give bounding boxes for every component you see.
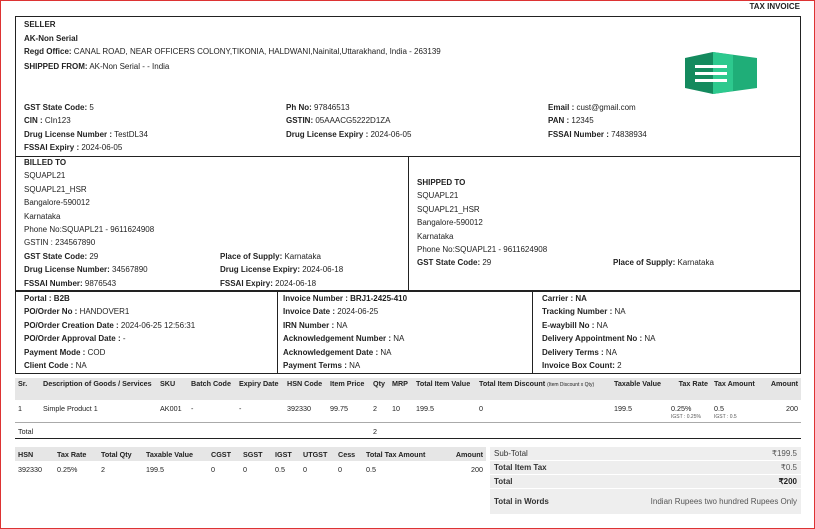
seller-shipped-from: SHIPPED FROM: AK-Non Serial - - India (24, 62, 170, 71)
billed-codes-right: Place of Supply: Karnataka Drug License Expiry: 2024-06-18 FSSAI Expiry: 2024-06-18 (220, 252, 344, 288)
order-col-2: Invoice Number : BRJ1-2425-410 Invoice Date : 2024-06-25 IRN Number : NA Acknowledgement Number : NA Acknowledgement Date : NA Payment Terms : NA (283, 294, 408, 371)
shipped-gst-state: GST State Code: 29 (417, 258, 492, 267)
seller-heading: SELLER (24, 20, 56, 29)
total-in-words-row: Total in Words Indian Rupees two hundred Rupees Only (490, 489, 801, 515)
items-header-row: Sr. Description of Goods / Services SKU Batch Code Expiry Date HSN Code Item Price Qty MRP Total Item Value Total Item Discount (Item Discount x Qty) Taxable Value Tax Rate Tax Amount Amount (15, 378, 801, 400)
hsn-table (15, 447, 486, 477)
table-row: 1 Simple Product 1 AK001 - - 392330 99.75 2 10 199.5 0 199.5 0.25% IGST : 0.25% 0.5 IGST : 0.5 200 (18, 404, 798, 420)
seller-section (15, 16, 801, 157)
company-logo-icon (685, 52, 757, 94)
billed-address: BILLED TO SQUAPL21 SQUAPL21_HSR Bangalore-590012 Karnataka Phone No:SQUAPL21 - 9611624908 GSTIN : 234567890 (24, 158, 155, 248)
order-col-3: Carrier : NA Tracking Number : NA E-waybill No : NA Delivery Appointment No : NA Delivery Terms : NA Invoice Box Count: 2 (542, 294, 656, 371)
summary-panel (490, 447, 801, 515)
items-total-row: Total 2 (15, 423, 801, 439)
seller-col-3: Email : cust@gmail.com PAN : 12345 FSSAI Number : 74838934 (548, 103, 647, 139)
seller-col-1: GST State Code: 5 CIN : CIn123 Drug License Number : TestDL34 FSSAI Expiry : 2024-06-05 (24, 103, 148, 153)
shipped-to-section (408, 156, 801, 291)
shipped-place-of-supply: Place of Supply: Karnataka (613, 258, 714, 267)
total-item-tax-row: Total Item Tax ₹0.5 (490, 461, 801, 475)
order-col-1: Portal : B2B PO/Order No : HANDOVER1 PO/Order Creation Date : 2024-06-25 12:56:31 PO/Order Approval Date : - Payment Mode : COD Client Code : NA (24, 294, 196, 371)
subtotal-row: Sub-Total ₹199.5 (490, 447, 801, 461)
doc-title: TAX INVOICE (749, 2, 800, 11)
seller-regd-office: Regd Office: CANAL ROAD, NEAR OFFICERS COLONY,TIKONIA, HALDWANI,Nainital,Uttarakhand, India - 263139 (24, 47, 441, 56)
billed-codes-left: GST State Code: 29 Drug License Number: 34567890 FSSAI Number: 9876543 (24, 252, 148, 288)
order-details-section (15, 291, 801, 374)
total-row: Total ₹200 (490, 475, 801, 489)
table-row: 392330 0.25% 2 199.5 0 0 0.5 0 0 0.5 200 (18, 464, 483, 474)
hsn-header-row: HSN Tax Rate Total Qty Taxable Value CGST SGST IGST UTGST Cess Total Tax Amount Amount (15, 447, 486, 461)
seller-col-2: Ph No: 97846513 GSTIN: 05AAACG5222D1ZA Drug License Expiry : 2024-06-05 (286, 103, 412, 139)
shipped-address: SHIPPED TO SQUAPL21 SQUAPL21_HSR Bangalore-590012 Karnataka Phone No:SQUAPL21 - 9611624908 (417, 178, 548, 255)
items-table (15, 378, 801, 439)
seller-name: AK-Non Serial (24, 34, 78, 43)
billed-to-section (15, 156, 409, 291)
